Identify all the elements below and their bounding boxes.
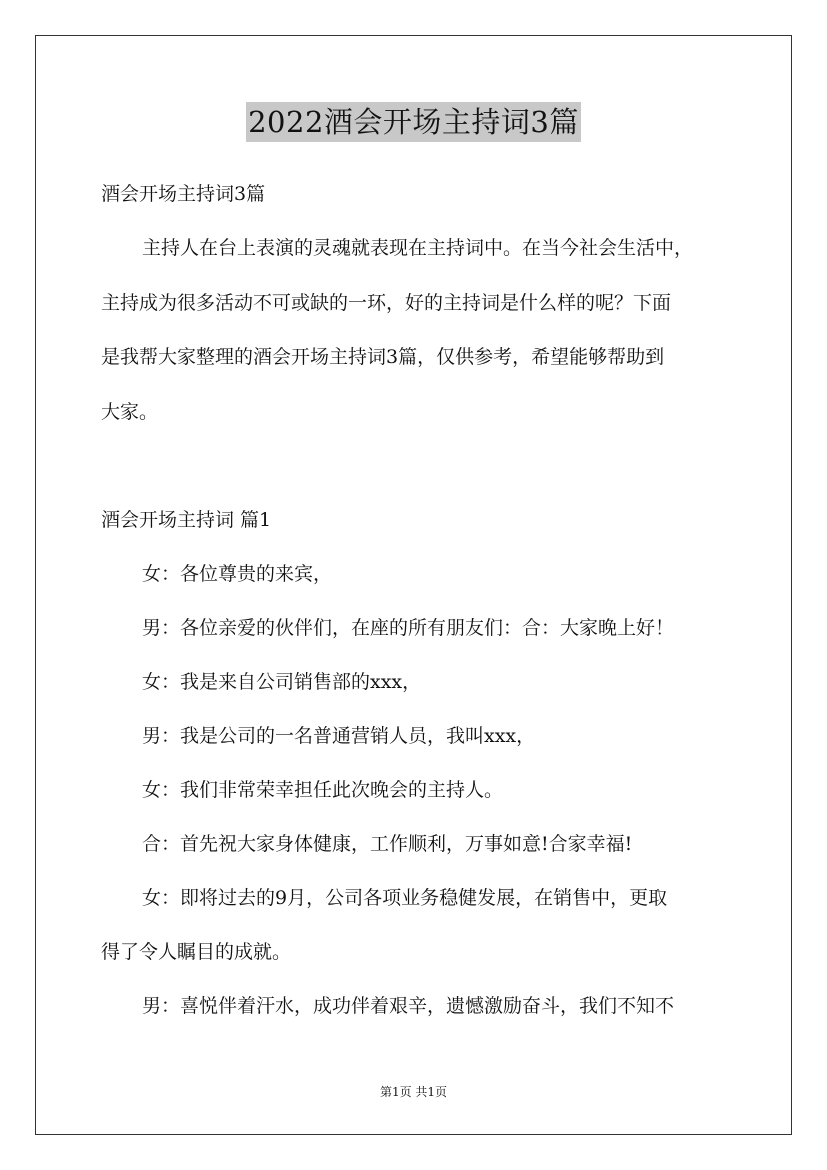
document-title: 2022酒会开场主持词3篇	[246, 102, 581, 142]
subtitle: 酒会开场主持词3篇	[101, 183, 266, 205]
intro-line: 大家。	[101, 401, 159, 423]
paragraph-line: 女：我们非常荣幸担任此次晚会的主持人。	[142, 779, 504, 801]
paragraph-line: 男：各位亲爱的伙伴们，在座的所有朋友们：合：大家晚上好！	[142, 617, 675, 639]
paragraph-line: 男：喜悦伴着汗水，成功伴着艰辛，遗憾激励奋斗，我们不知不	[142, 995, 675, 1017]
intro-line: 主持人在台上表演的灵魂就表现在主持词中。在当今社会生活中，	[142, 237, 694, 259]
page-footer: 第1页 共1页	[379, 1085, 448, 1099]
intro-line: 是我帮大家整理的酒会开场主持词3篇，仅供参考，希望能够帮助到	[101, 346, 665, 368]
paragraph-line: 男：我是公司的一名普通营销人员，我叫xxx，	[142, 725, 536, 747]
paragraph-line: 女：即将过去的9月，公司各项业务稳健发展，在销售中，更取	[142, 887, 668, 909]
title-block	[0, 102, 827, 142]
paragraph-line: 女：我是来自公司销售部的xxx，	[142, 671, 422, 693]
paragraph-line: 女：各位尊贵的来宾，	[142, 563, 333, 585]
paragraph-line: 合：首先祝大家身体健康，工作顺利，万事如意!合家幸福!	[142, 833, 633, 855]
intro-line: 主持成为很多活动不可或缺的一环，好的主持词是什么样的呢？下面	[101, 292, 672, 314]
paragraph-line: 得了令人瞩目的成就。	[101, 941, 292, 963]
section-heading: 酒会开场主持词 篇1	[101, 509, 272, 531]
